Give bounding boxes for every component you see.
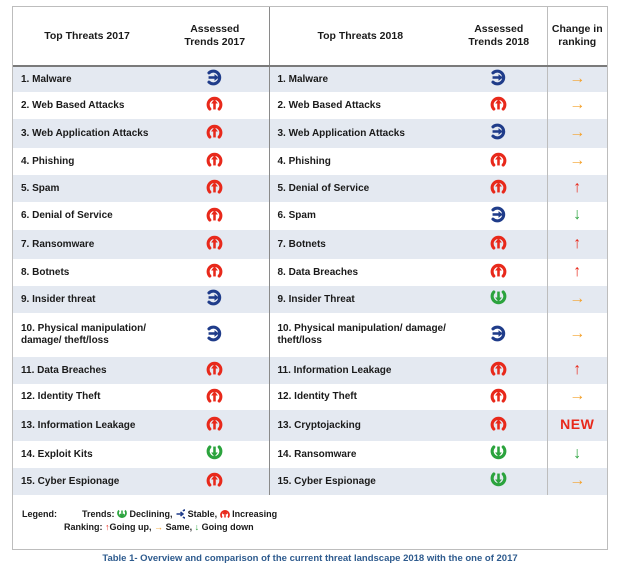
- trend-declining-icon: [490, 444, 507, 465]
- trend-stable-icon: [490, 325, 507, 346]
- trend-stable-icon: [206, 325, 223, 346]
- trend-2017-cell: [161, 468, 269, 495]
- increasing-icon: [220, 509, 230, 519]
- arrow-down-icon: ↓: [573, 206, 582, 223]
- table-row: [13, 148, 607, 175]
- trend-2018-cell: [451, 259, 547, 286]
- trend-increasing-icon: [490, 95, 507, 116]
- table-row: [13, 175, 607, 202]
- ranking-change-cell: [547, 202, 607, 230]
- arrow-right-icon: →: [569, 95, 586, 113]
- legend-label: Legend:: [22, 509, 57, 519]
- trend-stable-icon: [206, 69, 223, 90]
- table-row: [13, 468, 607, 495]
- trend-increasing-icon: [490, 178, 507, 199]
- trend-2018-cell: [451, 66, 547, 92]
- table-row: [13, 384, 607, 410]
- threat-2018: 8. Data Breaches: [269, 259, 451, 286]
- trend-2017-cell: [161, 357, 269, 384]
- trend-2018-cell: [451, 148, 547, 175]
- arrow-up-icon: ↑: [105, 522, 110, 532]
- trend-increasing-icon: [206, 387, 223, 408]
- trend-increasing-icon: [206, 415, 223, 436]
- declining-icon: [117, 509, 127, 519]
- ranking-change-cell: [547, 230, 607, 259]
- header-assessed-trends-2017: Assessed Trends 2017: [161, 7, 269, 66]
- arrow-right-icon: →: [569, 151, 586, 169]
- trend-2017-cell: [161, 230, 269, 259]
- threat-2018: 7. Botnets: [269, 230, 451, 259]
- trend-2018-cell: [451, 92, 547, 119]
- threat-2017: 4. Phishing: [13, 148, 161, 175]
- trend-stable-icon: [490, 123, 507, 144]
- trend-2018-cell: [451, 384, 547, 410]
- arrow-down-icon: ↓: [194, 522, 200, 532]
- trend-2018-cell: [451, 441, 547, 468]
- trend-stable-icon: [206, 289, 223, 310]
- threat-2018: 11. Information Leakage: [269, 357, 451, 384]
- ranking-change-cell: [547, 92, 607, 119]
- threat-2017: 2. Web Based Attacks: [13, 92, 161, 119]
- trend-2017-cell: [161, 148, 269, 175]
- threat-2017: 5. Spam: [13, 175, 161, 202]
- table-row: [13, 119, 607, 148]
- ranking-change-cell: [547, 119, 607, 148]
- trend-increasing-icon: [490, 151, 507, 172]
- arrow-right-icon: →: [569, 325, 586, 342]
- table-row: [13, 313, 607, 357]
- ranking-change-cell: [547, 384, 607, 410]
- trend-2017-cell: [161, 384, 269, 410]
- trend-2018-cell: [451, 119, 547, 148]
- trend-increasing-icon: [490, 262, 507, 283]
- trend-declining-icon: [206, 444, 223, 465]
- arrow-right-icon: →: [569, 69, 586, 87]
- threat-2018: 2. Web Based Attacks: [269, 92, 451, 119]
- threat-2018: 15. Cyber Espionage: [269, 468, 451, 495]
- threat-2017: 7. Ransomware: [13, 230, 161, 259]
- arrow-right-icon: →: [569, 471, 586, 489]
- threat-2018: 3. Web Application Attacks: [269, 119, 451, 148]
- threat-2017: 13. Information Leakage: [13, 410, 161, 441]
- table-row: [13, 230, 607, 259]
- arrow-right-icon: →: [569, 387, 586, 404]
- trend-2017-cell: [161, 175, 269, 202]
- threat-2018: 12. Identity Theft: [269, 384, 451, 410]
- threat-2017: 9. Insider threat: [13, 286, 161, 313]
- threat-2017: 6. Denial of Service: [13, 202, 161, 230]
- threat-table: [13, 7, 607, 495]
- trend-increasing-icon: [206, 123, 223, 144]
- ranking-change-cell: [547, 148, 607, 175]
- trend-2017-cell: [161, 441, 269, 468]
- arrow-up-icon: ↑: [573, 234, 582, 252]
- trend-2017-cell: [161, 313, 269, 357]
- trend-2018-cell: [451, 175, 547, 202]
- threat-2017: 8. Botnets: [13, 259, 161, 286]
- trend-2017-cell: [161, 410, 269, 441]
- threat-2018: 1. Malware: [269, 66, 451, 92]
- arrow-up-icon: ↑: [573, 178, 582, 196]
- trend-2018-cell: [451, 410, 547, 441]
- trend-increasing-icon: [490, 415, 507, 436]
- arrow-right-icon: →: [569, 123, 586, 141]
- trend-2018-cell: [451, 230, 547, 259]
- trend-2018-cell: [451, 357, 547, 384]
- stable-icon: [175, 509, 185, 519]
- table-row: [13, 410, 607, 441]
- trend-2017-cell: [161, 66, 269, 92]
- trend-increasing-icon: [490, 234, 507, 255]
- trend-2017-cell: [161, 286, 269, 313]
- trend-increasing-icon: [206, 151, 223, 172]
- legend-ranking: Ranking: ↑Going up, → Same, ↓ Going down: [64, 522, 254, 532]
- arrow-up-icon: ↑: [573, 360, 582, 378]
- header-assessed-trends-2018: Assessed Trends 2018: [451, 7, 547, 66]
- threat-2017: 11. Data Breaches: [13, 357, 161, 384]
- threat-2017: 3. Web Application Attacks: [13, 119, 161, 148]
- arrow-up-icon: ↑: [573, 262, 582, 280]
- threat-2017: 12. Identity Theft: [13, 384, 161, 410]
- header-top-threats-2018: Top Threats 2018: [269, 7, 451, 66]
- trend-increasing-icon: [490, 387, 507, 408]
- ranking-change-cell: [547, 441, 607, 468]
- table-row: [13, 92, 607, 119]
- header-top-threats-2017: Top Threats 2017: [13, 7, 161, 66]
- threat-2018: 10. Physical manipulation/ damage/ theft/loss: [269, 313, 451, 357]
- table-row: [13, 259, 607, 286]
- table-row: [13, 441, 607, 468]
- threat-2017: 15. Cyber Espionage: [13, 468, 161, 495]
- trend-2017-cell: [161, 119, 269, 148]
- trend-2018-cell: [451, 286, 547, 313]
- threat-2018: 9. Insider Threat: [269, 286, 451, 313]
- trend-increasing-icon: [206, 95, 223, 116]
- trend-increasing-icon: [206, 471, 223, 492]
- arrow-right-icon: →: [569, 289, 586, 307]
- trend-2018-cell: [451, 202, 547, 230]
- table-caption: Table 1- Overview and comparison of the current threat landscape 2018 with the one of 2017: [102, 553, 518, 564]
- new-badge: NEW: [560, 416, 595, 432]
- trend-declining-icon: [490, 289, 507, 310]
- trend-stable-icon: [490, 206, 507, 227]
- header-change-in-ranking: Change in ranking: [547, 7, 607, 66]
- trend-declining-icon: [490, 471, 507, 492]
- threat-2018: 13. Cryptojacking: [269, 410, 451, 441]
- table-row: [13, 357, 607, 384]
- ranking-change-cell: [547, 175, 607, 202]
- trend-2018-cell: [451, 468, 547, 495]
- ranking-change-cell: [547, 410, 607, 441]
- ranking-change-cell: [547, 357, 607, 384]
- trend-2017-cell: [161, 92, 269, 119]
- trend-2017-cell: [161, 259, 269, 286]
- ranking-change-cell: [547, 66, 607, 92]
- legend-trends: Trends: Declining, Stable, Increasing: [82, 509, 278, 519]
- trend-increasing-icon: [206, 206, 223, 227]
- trend-increasing-icon: [206, 234, 223, 255]
- ranking-change-cell: [547, 313, 607, 357]
- threat-2018: 5. Denial of Service: [269, 175, 451, 202]
- trend-increasing-icon: [490, 360, 507, 381]
- trend-2018-cell: [451, 313, 547, 357]
- threat-2018: 4. Phishing: [269, 148, 451, 175]
- threat-2017: 14. Exploit Kits: [13, 441, 161, 468]
- table-row: [13, 202, 607, 230]
- arrow-down-icon: ↓: [573, 444, 582, 462]
- threat-2018: 6. Spam: [269, 202, 451, 230]
- threat-2017: 1. Malware: [13, 66, 161, 92]
- ranking-change-cell: [547, 259, 607, 286]
- arrow-right-icon: →: [154, 522, 164, 532]
- trend-increasing-icon: [206, 262, 223, 283]
- ranking-change-cell: [547, 286, 607, 313]
- trend-stable-icon: [490, 69, 507, 90]
- threat-2017: 10. Physical manipulation/ damage/ theft/loss: [13, 313, 161, 357]
- trend-increasing-icon: [206, 360, 223, 381]
- trend-2017-cell: [161, 202, 269, 230]
- header-row: [13, 7, 607, 66]
- threat-2018: 14. Ransomware: [269, 441, 451, 468]
- trend-increasing-icon: [206, 178, 223, 199]
- table-row: [13, 286, 607, 313]
- ranking-change-cell: [547, 468, 607, 495]
- table-row: [13, 66, 607, 92]
